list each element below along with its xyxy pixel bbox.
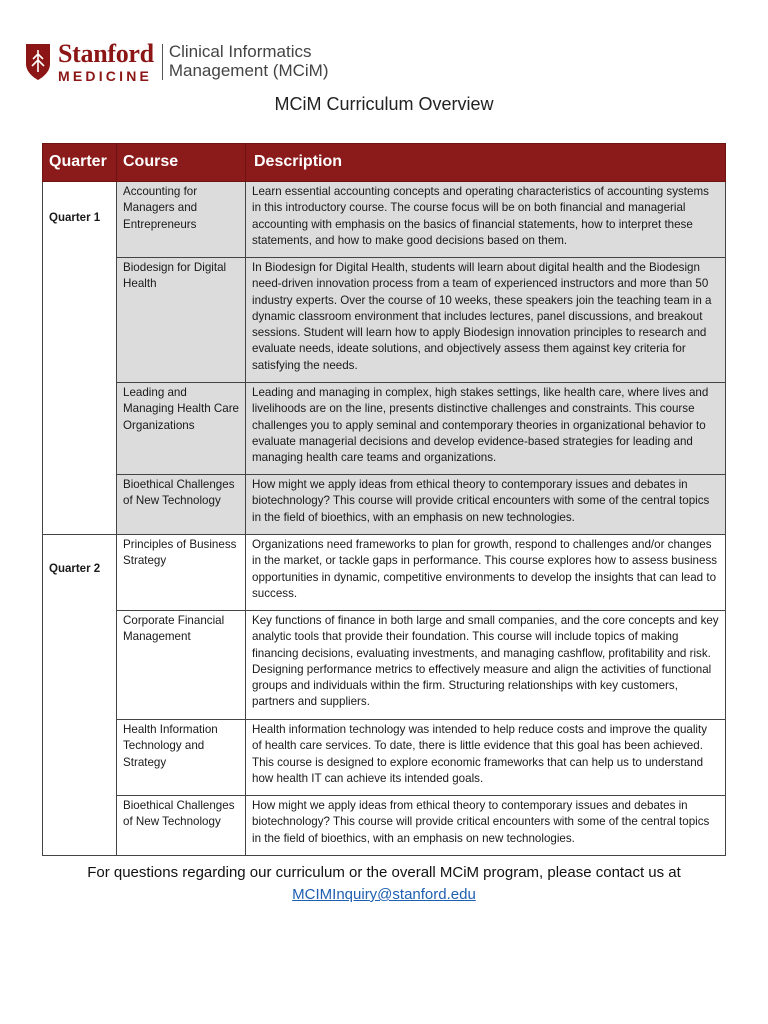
table-row xyxy=(43,383,726,475)
description-cell: In Biodesign for Digital Health, students will learn about digital health and the Biodesign need-driven innovation process from a team of experienced instructors and more than 50 industry experts. Over the course of 10 weeks, these speakers join the teaching team in a dynamic classroom environment that includes lectures, panel discussions, and breakout sessions. Student will learn how to apply Biodesign innovation principles to research and evaluate needs, ideate solutions, and objectively assess them against key criteria for satisfying the needs. xyxy=(246,258,726,383)
logo-divider xyxy=(162,44,163,80)
quarter-2-cell: Quarter 2 xyxy=(43,535,117,856)
brand-wordmark xyxy=(58,41,154,83)
document-title: MCiM Curriculum Overview xyxy=(274,94,494,114)
course-cell: Biodesign for Digital Health xyxy=(117,258,246,383)
description-cell: How might we apply ideas from ethical theory to contemporary issues and debates in biotechnology? This course will provide critical encounters with some of the central topics in the field of bioethics, with an emphasis on new technologies. xyxy=(246,475,726,535)
description-cell: How might we apply ideas from ethical theory to contemporary issues and debates in biotechnology? This course will provide critical encounters with some of the central topics in the field of bioethics, with an emphasis on new technologies. xyxy=(246,796,726,856)
course-cell: Leading and Managing Health Care Organizations xyxy=(117,383,246,475)
table-row xyxy=(43,720,726,796)
quarter-1-cell: Quarter 1 xyxy=(43,182,117,535)
table-row xyxy=(43,475,726,535)
course-cell: Accounting for Managers and Entrepreneurs xyxy=(117,182,246,258)
stanford-medicine-logo xyxy=(24,40,329,84)
description-cell: Organizations need frameworks to plan for growth, respond to challenges and/or changes in the market, or tackle gaps in performance. This course explores how to assess business opportunities in dynamic, competitive environments to develop the insights that can lead to success. xyxy=(246,535,726,611)
contact-text: For questions regarding our curriculum or the overall MCiM program, please contact us at xyxy=(87,864,681,881)
table-header-row xyxy=(43,144,726,182)
contact-email-link[interactable]: MCIMInquiry@stanford.edu xyxy=(292,886,476,903)
table-row xyxy=(43,182,726,258)
unit-line-2: Management (MCiM) xyxy=(168,61,329,80)
description-cell: Key functions of finance in both large and small companies, and the core concepts and key analytic tools that provide their foundation. This course will include topics of making financing decisions, evaluating investments, and managing cashflow, profitability and risk. Designing performance metrics to effectively measure and align the activities of functional groups and individuals within the firm. Structuring relationships with key customers, partners and suppliers. xyxy=(246,611,726,720)
table-row xyxy=(43,535,726,611)
course-cell: Health Information Technology and Strategy xyxy=(117,720,246,796)
table-row xyxy=(43,611,726,720)
course-cell: Principles of Business Strategy xyxy=(117,535,246,611)
contact-footer xyxy=(0,862,768,906)
curriculum-table xyxy=(42,143,726,856)
description-cell: Leading and managing in complex, high stakes settings, like health care, where lives and livelihoods are on the line, presents distinctive challenges and constraints. This course challenges you to apply seminal and contemporary theories in organizational behavior to evaluate managerial decisions and develop evidence-based strategies for leading and managing health care teams and organizations. xyxy=(246,383,726,475)
table-row xyxy=(43,796,726,856)
header-quarter: Quarter xyxy=(43,144,117,182)
description-cell: Health information technology was intended to help reduce costs and improve the quality of health care services. To date, there is little evidence that this goal has been achieved. This course is designed to explore economic frameworks that can help us to understand how health IT can achieve its intended goals. xyxy=(246,720,726,796)
brand-name: Stanford xyxy=(58,39,154,68)
description-cell: Learn essential accounting concepts and operating characteristics of accounting systems in this introductory course. The course focus will be on both financial and managerial accounting with emphasis on the basics of financial statements, how to interpret these statements, and how to make good decisions based on them. xyxy=(246,182,726,258)
table-row xyxy=(43,258,726,383)
brand-sub: MEDICINE xyxy=(58,68,153,84)
unit-line-1: Clinical Informatics xyxy=(168,42,312,62)
course-cell: Bioethical Challenges of New Technology xyxy=(117,796,246,856)
unit-name xyxy=(169,43,329,80)
stanford-tree-seal-icon xyxy=(24,42,52,82)
course-cell: Corporate Financial Management xyxy=(117,611,246,720)
header-description: Description xyxy=(246,144,726,182)
header-course: Course xyxy=(117,144,246,182)
course-cell: Bioethical Challenges of New Technology xyxy=(117,475,246,535)
